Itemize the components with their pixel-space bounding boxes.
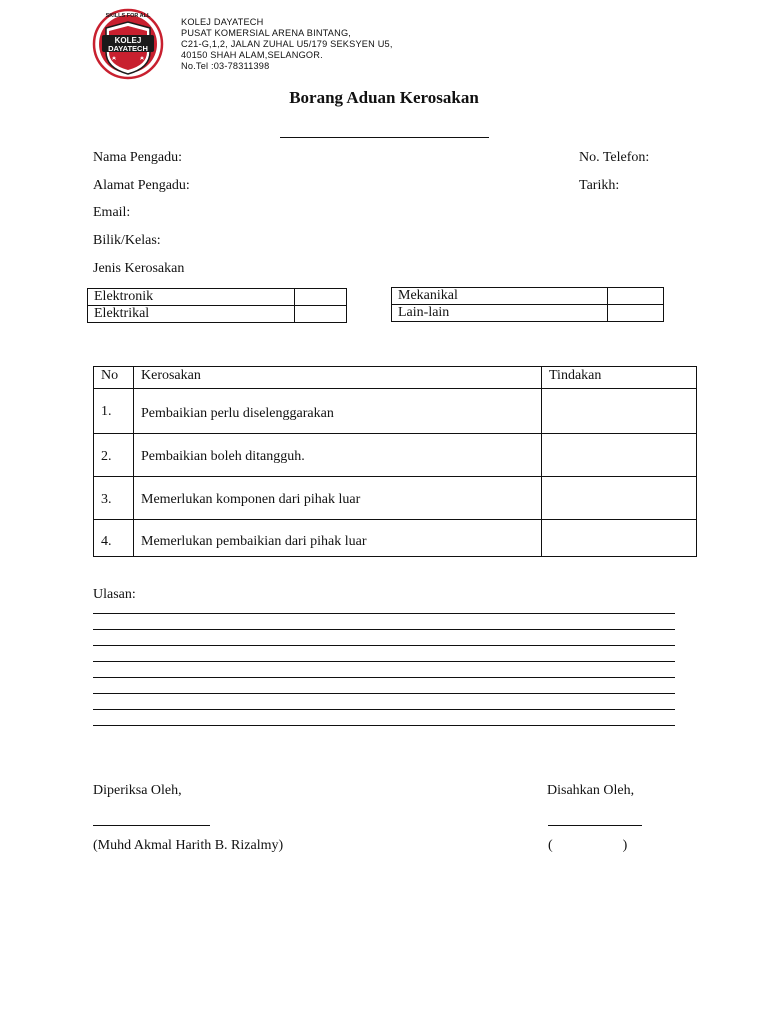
category-table-left — [87, 288, 347, 323]
field-alamat-pengadu: Alamat Pengadu: — [93, 178, 190, 193]
row-tindakan[interactable] — [542, 434, 697, 477]
checked-by-name: (Muhd Akmal Harith B. Rizalmy) — [93, 838, 284, 853]
row-tindakan[interactable] — [542, 477, 697, 520]
category-lain-lain: Lain-lain — [392, 305, 608, 322]
header-no: No — [94, 367, 134, 389]
checkbox-lain-lain[interactable] — [608, 305, 664, 322]
category-table-right — [391, 287, 664, 322]
checked-by-label: Diperiksa Oleh, — [93, 783, 182, 798]
table-row — [94, 520, 697, 557]
approved-by-label: Disahkan Oleh, — [547, 783, 635, 798]
remarks-line[interactable] — [93, 725, 675, 726]
field-nama-pengadu: Nama Pengadu: — [93, 150, 183, 165]
logo-arc-text: SKILLS FOR ALL — [105, 13, 151, 19]
table-row — [94, 389, 697, 434]
row-tindakan[interactable] — [542, 520, 697, 557]
category-elektronik: Elektronik — [88, 289, 295, 306]
logo-line1: KOLEJ — [114, 36, 142, 45]
remarks-line[interactable] — [93, 693, 675, 694]
row-tindakan[interactable] — [542, 389, 697, 434]
form-title: Borang Aduan Kerosakan — [289, 88, 479, 107]
damage-table — [93, 366, 697, 557]
address-line: PUSAT KOMERSIAL ARENA BINTANG, — [181, 28, 352, 38]
row-no: 2. — [94, 434, 134, 477]
table-row — [94, 477, 697, 520]
field-tarikh: Tarikh: — [579, 178, 620, 193]
field-email: Email: — [93, 205, 131, 220]
title-underline — [280, 137, 489, 138]
checked-by-signature-line[interactable] — [93, 825, 210, 826]
row-no: 3. — [94, 477, 134, 520]
row-no: 1. — [94, 389, 134, 434]
category-elektrikal: Elektrikal — [88, 306, 295, 323]
row-kerosakan: Pembaikian boleh ditangguh. — [134, 434, 542, 477]
remarks-label: Ulasan: — [93, 587, 136, 602]
remarks-line[interactable] — [93, 629, 675, 630]
approved-by-signature-line[interactable] — [548, 825, 642, 826]
remarks-line[interactable] — [93, 645, 675, 646]
address-line: KOLEJ DAYATECH — [181, 17, 264, 27]
table-row — [94, 434, 697, 477]
field-bilik-kelas: Bilik/Kelas: — [93, 233, 161, 248]
checkbox-elektrikal[interactable] — [295, 306, 347, 323]
college-logo — [92, 8, 164, 80]
approved-by-name: ( ) — [548, 838, 628, 853]
row-no: 4. — [94, 520, 134, 557]
category-mekanikal: Mekanikal — [392, 288, 608, 305]
field-no-telefon: No. Telefon: — [579, 150, 650, 165]
row-kerosakan: Pembaikian perlu diselenggarakan — [134, 389, 542, 434]
remarks-line[interactable] — [93, 677, 675, 678]
checkbox-elektronik[interactable] — [295, 289, 347, 306]
field-jenis-kerosakan: Jenis Kerosakan — [93, 261, 185, 276]
checkbox-mekanikal[interactable] — [608, 288, 664, 305]
address-line: 40150 SHAH ALAM,SELANGOR. — [181, 50, 323, 60]
row-kerosakan: Memerlukan komponen dari pihak luar — [134, 477, 542, 520]
header-kerosakan: Kerosakan — [134, 367, 542, 389]
remarks-line[interactable] — [93, 661, 675, 662]
remarks-line[interactable] — [93, 613, 675, 614]
logo-line2: DAYATECH — [108, 44, 148, 53]
address-line: C21-G,1,2, JALAN ZUHAL U5/179 SEKSYEN U5, — [181, 39, 393, 49]
row-kerosakan: Memerlukan pembaikian dari pihak luar — [134, 520, 542, 557]
remarks-line[interactable] — [93, 709, 675, 710]
address-line: No.Tel :03-78311398 — [181, 61, 270, 71]
header-tindakan: Tindakan — [542, 367, 697, 389]
